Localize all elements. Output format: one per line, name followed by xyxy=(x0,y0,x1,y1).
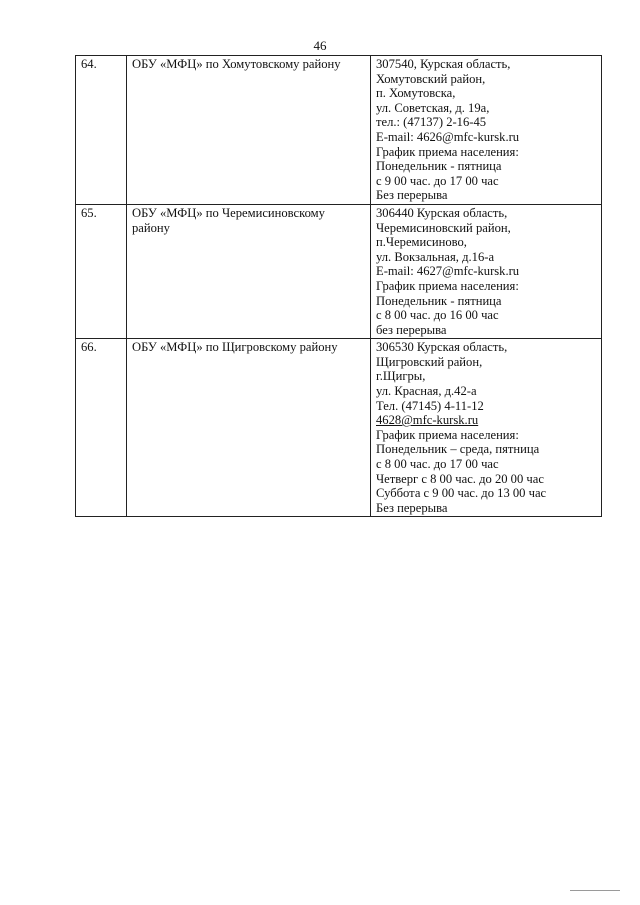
schedule-heading: График приема населения: xyxy=(376,427,519,442)
schedule-hours: с 8 00 час. до 16 00 час xyxy=(376,308,499,323)
contact-details-cell xyxy=(371,204,602,338)
address-line: Черемисиновский район, xyxy=(376,220,511,235)
row-number-cell: 66. xyxy=(76,339,127,517)
email-link[interactable]: 4628@mfc-kursk.ru xyxy=(376,413,479,428)
table-row xyxy=(76,339,602,517)
schedule-thursday: Четверг с 8 00 час. до 20 00 час xyxy=(376,471,544,486)
email-line: E-mail: 4626@mfc-kursk.ru xyxy=(376,129,520,144)
schedule-heading: График приема населения: xyxy=(376,144,519,159)
schedule-break: Без перерыва xyxy=(376,500,448,515)
table-row xyxy=(76,56,602,205)
schedule-hours: с 9 00 час. до 17 00 час xyxy=(376,173,499,188)
contact-details-cell xyxy=(371,56,602,205)
phone-line: Тел. (47145) 4-11-12 xyxy=(376,398,484,413)
schedule-heading: График приема населения: xyxy=(376,278,519,293)
address-line: 306530 Курская область, xyxy=(376,340,508,355)
schedule-break: без перерыва xyxy=(376,322,447,337)
schedule-days: Понедельник - пятница xyxy=(376,293,502,308)
address-line: п. Хомутовска, xyxy=(376,86,456,101)
schedule-saturday: Суббота с 9 00 час. до 13 00 час xyxy=(376,486,547,501)
address-line: Щигровский район, xyxy=(376,354,483,369)
contact-details-cell xyxy=(371,339,602,517)
address-line: ул. Красная, д.42-а xyxy=(376,384,477,399)
organization-name-line: ОБУ «МФЦ» по Черемисиновскому xyxy=(132,205,325,220)
address-line: 306440 Курская область, xyxy=(376,205,508,220)
organization-name-line: району xyxy=(132,220,170,235)
scan-edge-line xyxy=(570,890,620,891)
schedule-days: Понедельник – среда, пятница xyxy=(376,442,540,457)
address-line: 307540, Курская область, xyxy=(376,57,511,71)
organization-name-cell xyxy=(127,204,371,338)
schedule-days: Понедельник - пятница xyxy=(376,159,502,174)
phone-line: тел.: (47137) 2-16-45 xyxy=(376,115,487,130)
address-line: ул. Советская, д. 19а, xyxy=(376,100,490,115)
schedule-hours: с 8 00 час. до 17 00 час xyxy=(376,457,499,472)
address-line: Хомутовский район, xyxy=(376,71,486,86)
address-line: г.Щигры, xyxy=(376,369,426,384)
table-row xyxy=(76,204,602,338)
page-number: 46 xyxy=(313,38,327,53)
schedule-break: Без перерыва xyxy=(376,188,448,203)
row-number-cell: 65. xyxy=(76,204,127,338)
mfc-registry-table xyxy=(75,55,602,517)
address-line: п.Черемисиново, xyxy=(376,235,467,250)
organization-name-cell: ОБУ «МФЦ» по Хомутовскому району xyxy=(127,56,371,205)
organization-name-cell: ОБУ «МФЦ» по Щигровскому району xyxy=(127,339,371,517)
email-line: E-mail: 4627@mfc-kursk.ru xyxy=(376,264,520,279)
row-number-cell: 64. xyxy=(76,56,127,205)
address-line: ул. Вокзальная, д.16-а xyxy=(376,249,495,264)
